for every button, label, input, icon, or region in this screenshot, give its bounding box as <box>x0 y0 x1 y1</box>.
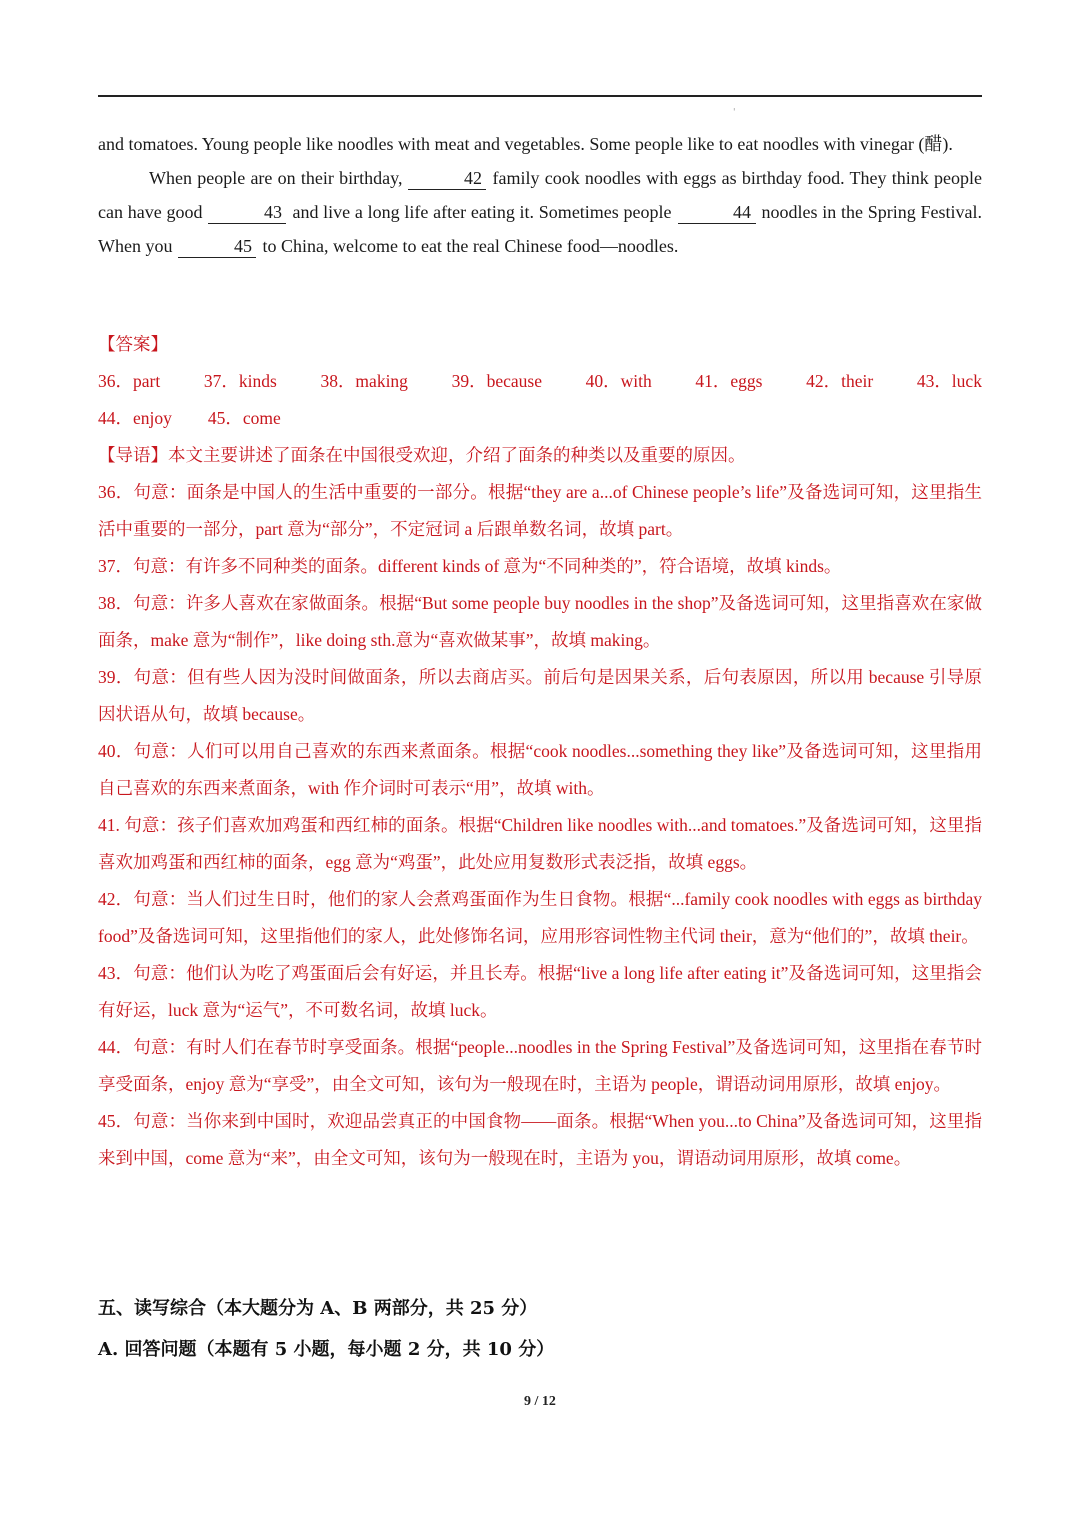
explanation-37: 37．句意：有许多不同种类的面条。different kinds of 意为“不同种类的”，符合语境，故填 kinds。 <box>98 556 842 576</box>
header-rule <box>98 95 982 97</box>
section-five-title: 五、读写综合（本大题分为 A、B 两部分，共 25 分） <box>98 1298 538 1319</box>
answer-item: 37．kinds <box>203 371 277 391</box>
blank-44: 44 <box>678 201 756 224</box>
answer-list-row-1 <box>98 363 982 400</box>
answer-item: 45．come <box>207 408 281 428</box>
answer-item: 43．luck <box>916 371 982 391</box>
passage-text: and live a long life after eating it. Sometimes people <box>292 202 672 222</box>
passage-paragraph-1: and tomatoes. Young people like noodles with meat and vegetables. Some people like to eat noodles with vinegar (醋). <box>98 134 953 154</box>
answer-item: 44．enjoy <box>98 408 172 428</box>
explanation-41: 41. 句意：孩子们喜欢加鸡蛋和西红柿的面条。根据“Children like noodles with...and tomatoes.”及备选词可知，这里指喜欢加鸡蛋和西红柿的面条，egg 意为“鸡蛋”，此处应用复数形式表泛指，故填 eggs。 <box>98 815 982 872</box>
reading-passage <box>98 127 982 263</box>
answer-item: 41．eggs <box>695 371 763 391</box>
answer-list-row-2 <box>98 400 982 437</box>
passage-paragraph-2 <box>98 161 982 263</box>
explanation-42: 42．句意：当人们过生日时，他们的家人会煮鸡蛋面作为生日食物。根据“...family cook noodles with eggs as birthday food”及备选词可知，这里指他们的家人，此处修饰名词，应用形容词性物主代词 their，意为“他们的”，故填 their。 <box>98 889 982 946</box>
corner-mark: ' <box>733 108 736 118</box>
answer-item: 40．with <box>585 371 652 391</box>
answer-item: 36．part <box>98 371 161 391</box>
passage-text: family cook noodles with eggs as birthday food. They think people can have good <box>98 168 982 222</box>
explanation-38: 38．句意：许多人喜欢在家做面条。根据“But some people buy noodles in the shop”及备选词可知，这里指喜欢在家做面条，make 意为“制作”，like doing sth.意为“喜欢做某事”，故填 making。 <box>98 593 982 650</box>
document-page <box>98 0 982 1527</box>
passage-text: When people are on their birthday, <box>149 168 403 188</box>
explanation-40: 40．句意：人们可以用自己喜欢的东西来煮面条。根据“cook noodles...something they like”及备选词可知，这里指用自己喜欢的东西来煮面条，with 作介词时可表示“用”，故填 with。 <box>98 741 982 798</box>
explanation-45: 45．句意：当你来到中国时，欢迎品尝真正的中国食物——面条。根据“When you...to China”及备选词可知，这里指来到中国，come 意为“来”，由全文可知，该句为一般现在时，主语为 you，谓语动词用原形，故填 come。 <box>98 1111 982 1168</box>
answer-heading: 【答案】 <box>98 334 168 354</box>
blank-42: 42 <box>408 167 486 190</box>
section-headings <box>98 1288 982 1370</box>
answer-item: 38．making <box>320 371 408 391</box>
passage-text: to China, welcome to eat the real Chinese food—noodles. <box>262 236 679 256</box>
part-a-title: A. 回答问题（本题有 5 小题，每小题 2 分，共 10 分） <box>98 1339 555 1360</box>
page-number: 9 / 12 <box>524 1394 556 1409</box>
blank-43: 43 <box>208 201 286 224</box>
explanation-36: 36．句意：面条是中国人的生活中重要的一部分。根据“they are a...of Chinese people’s life”及备选词可知，这里指生活中重要的一部分，part 意为“部分”，不定冠词 a 后跟单数名词，故填 part。 <box>98 482 982 539</box>
explanation-39: 39．句意：但有些人因为没时间做面条，所以去商店买。前后句是因果关系，后句表原因，所以用 because 引导原因状语从句，故填 because。 <box>98 667 982 724</box>
explanation-44: 44．句意：有时人们在春节时享受面条。根据“people...noodles in the Spring Festival”及备选词可知，这里指在春节时享受面条，enjoy 意为“享受”，由全文可知，该句为一般现在时，主语为 people，谓语动词用原形，故填 enjoy。 <box>98 1037 982 1094</box>
passage-intro: 【导语】本文主要讲述了面条在中国很受欢迎，介绍了面条的种类以及重要的原因。 <box>98 445 746 465</box>
passage-text: noodles in the Spring Festival. When you <box>98 202 982 256</box>
answer-item: 39．because <box>451 371 542 391</box>
blank-45: 45 <box>178 235 256 258</box>
answer-section <box>98 326 982 1177</box>
answer-item: 42．their <box>806 371 874 391</box>
explanation-43: 43．句意：他们认为吃了鸡蛋面后会有好运，并且长寿。根据“live a long life after eating it”及备选词可知，这里指会有好运，luck 意为“运气”，不可数名词，故填 luck。 <box>98 963 982 1020</box>
